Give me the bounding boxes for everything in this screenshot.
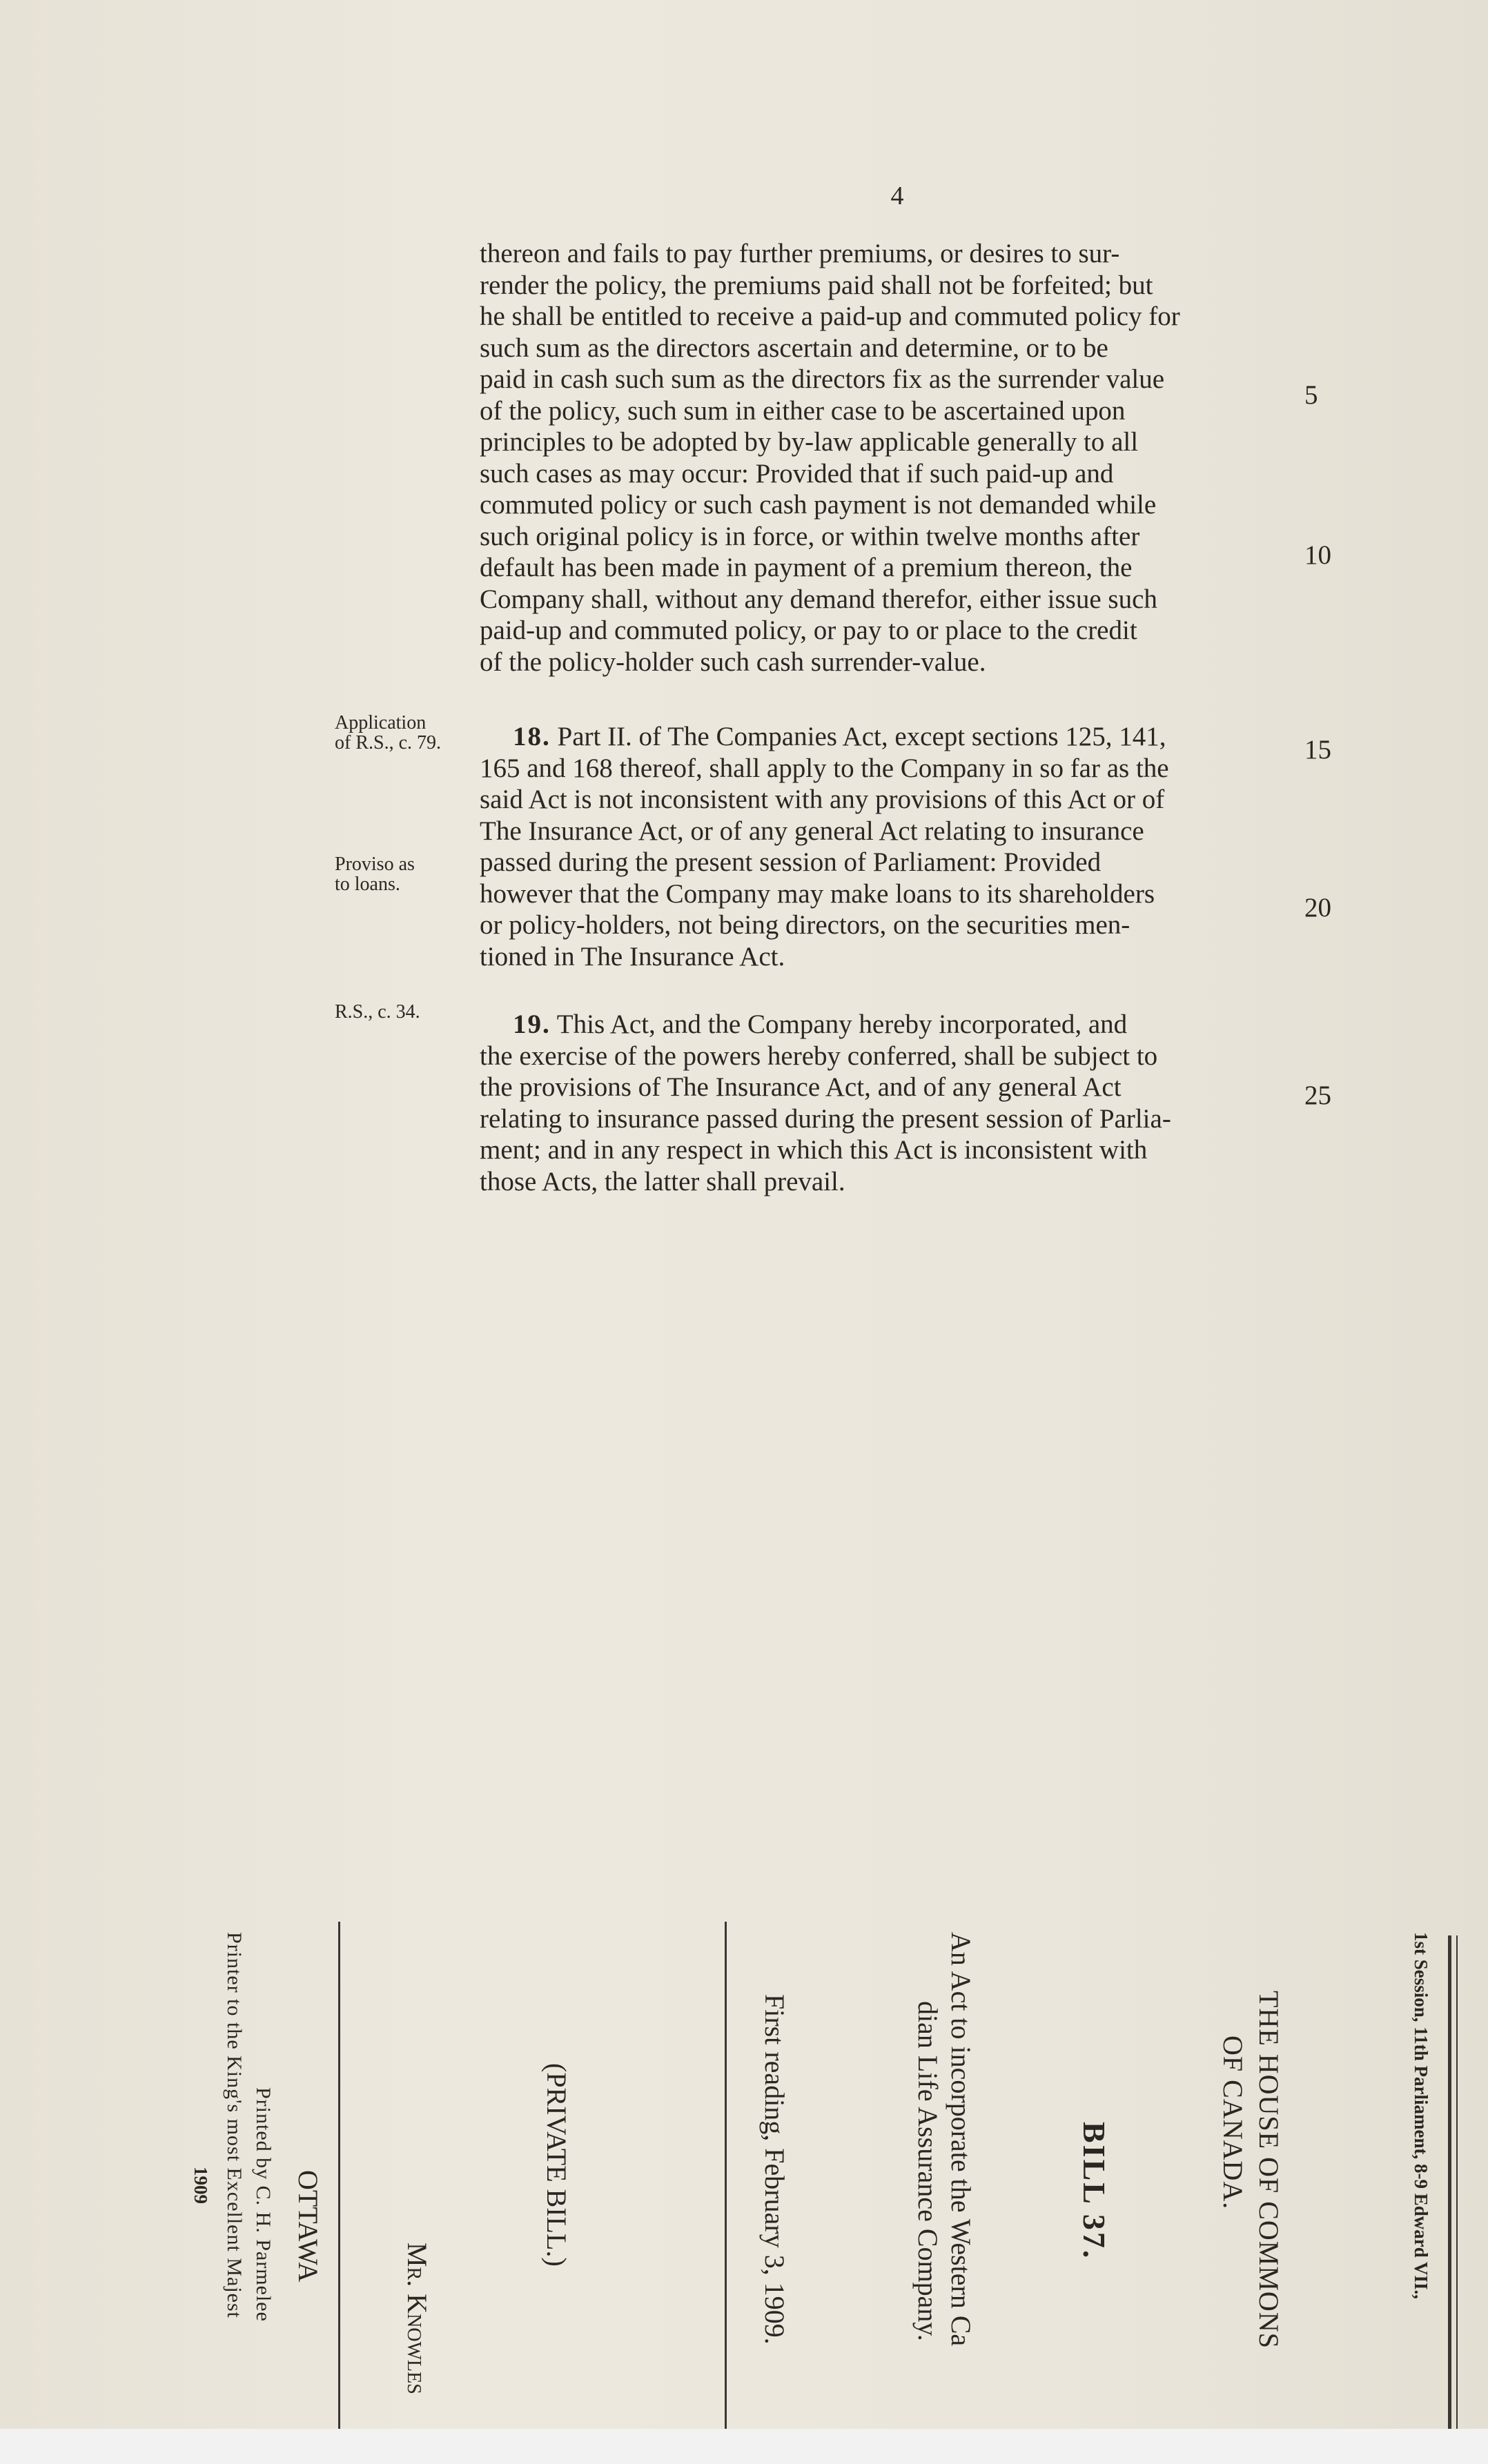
body-line: The Insurance Act, or of any general Act relating to insurance (480, 816, 1144, 846)
cover-session: 1st Session, 11th Parliament, 8-9 Edward VII., (1411, 1932, 1431, 2300)
page-number: 4 (890, 181, 904, 210)
body-line: said Act is not inconsistent with any provisions of this Act or of (480, 785, 1165, 814)
body-line: This Act, and the Company hereby incorporated, and (556, 1009, 1128, 1039)
margin-note-rs34 (335, 1002, 500, 1022)
body-line: default has been made in payment of a premium thereon, the (480, 553, 1133, 582)
body-line: he shall be entitled to receive a paid-up and commuted policy for (480, 302, 1180, 331)
body-line: render the policy, the premiums paid shall not be forfeited; but (480, 270, 1153, 300)
cover-printer-to: Printer to the King's most Excellent Majest (223, 1932, 246, 2318)
body-line: Company shall, without any demand therefor, either issue such (480, 584, 1157, 614)
margin-note-line: R.S., c. 34. (335, 1001, 420, 1023)
cover-bill-number: BILL 37. (1077, 2122, 1112, 2260)
section-18-number: 18. (513, 722, 551, 751)
margin-note-line: to loans. (335, 874, 400, 895)
cover-act-title-line-2: dian Life Assurance Company. (912, 2001, 943, 2341)
cover-year: 1909 (190, 2167, 211, 2204)
body-line: the exercise of the powers hereby conferred, shall be subject to (480, 1041, 1158, 1071)
body-line: of the policy-holder such cash surrender-value. (480, 647, 986, 677)
line-number: 25 (1304, 1081, 1331, 1110)
body-line: or policy-holders, not being directors, on the securities men- (480, 910, 1130, 940)
margin-note-proviso (335, 854, 500, 894)
continuation-paragraph (480, 238, 1308, 678)
body-line: such original policy is in force, or within twelve months after (480, 521, 1140, 551)
scan-bottom-strip (0, 2429, 1488, 2464)
body-line: of the policy, such sum in either case to be ascertained upon (480, 395, 1126, 426)
body-line: ment; and in any respect in which this Act is inconsistent with (480, 1135, 1148, 1165)
body-line: Part II. of The Companies Act, except sections 125, 141, (557, 722, 1166, 751)
body-line: passed during the present session of Parliament: Provided (480, 847, 1102, 877)
section-19 (480, 1009, 1308, 1197)
section-19-first-line (480, 1009, 1308, 1041)
cover-printed-by: Printed by C. H. Parmelee (252, 2087, 275, 2322)
cover-house-line-1: THE HOUSE OF COMMONS (1253, 1991, 1284, 2349)
cover-act-title-line-1: An Act to incorporate the Western Ca (946, 1932, 977, 2347)
body-line: such sum as the directors ascertain and determine, or to be (480, 333, 1108, 363)
cover-city: OTTAWA (293, 2170, 324, 2283)
margin-note-line: Application (335, 712, 427, 733)
cover-house-line-2: OF CANADA. (1217, 2036, 1249, 2210)
line-number: 15 (1304, 735, 1331, 765)
body-line: principles to be adopted by by-law applicable generally to all (480, 427, 1139, 457)
body-line: however that the Company may make loans to its shareholders (480, 878, 1155, 909)
cover-double-rule (1448, 1935, 1451, 2429)
body-line: those Acts, the latter shall prevail. (480, 1166, 845, 1196)
body-line: commuted policy or such cash payment is not demanded while (480, 490, 1157, 520)
margin-note-line: of R.S., c. 79. (335, 732, 441, 753)
cover-rule (338, 1922, 340, 2429)
section-18 (480, 721, 1308, 972)
body-line: relating to insurance passed during the present session of Parlia- (480, 1103, 1171, 1134)
cover-private-bill: (PRIVATE BILL.) (541, 2063, 572, 2267)
body-line: 165 and 168 thereof, shall apply to the Company in so far as the (480, 753, 1169, 783)
section-19-number: 19. (513, 1009, 551, 1039)
cover-rule (725, 1922, 727, 2429)
margin-note-line: Proviso as (335, 854, 415, 875)
line-number: 20 (1304, 893, 1331, 923)
cover-sponsor: Mr. Knowles (402, 2243, 433, 2394)
body-line: the provisions of The Insurance Act, and of any general Act (480, 1072, 1122, 1102)
body-line: paid in cash such sum as the directors fix as the surrender value (480, 364, 1165, 394)
body-line: such cases as may occur: Provided that if such paid-up and (480, 458, 1114, 489)
cover-double-rule (1456, 1935, 1458, 2429)
body-line: tioned in The Insurance Act. (480, 941, 785, 972)
line-number: 10 (1304, 540, 1331, 570)
line-number: 5 (1304, 380, 1318, 410)
body-line: thereon and fails to pay further premiums, or desires to sur- (480, 239, 1120, 268)
margin-note-application (335, 713, 500, 753)
cover-first-reading: First reading, February 3, 1909. (759, 1994, 790, 2345)
section-18-first-line (480, 721, 1308, 753)
body-line: paid-up and commuted policy, or pay to or place to the credit (480, 615, 1137, 645)
